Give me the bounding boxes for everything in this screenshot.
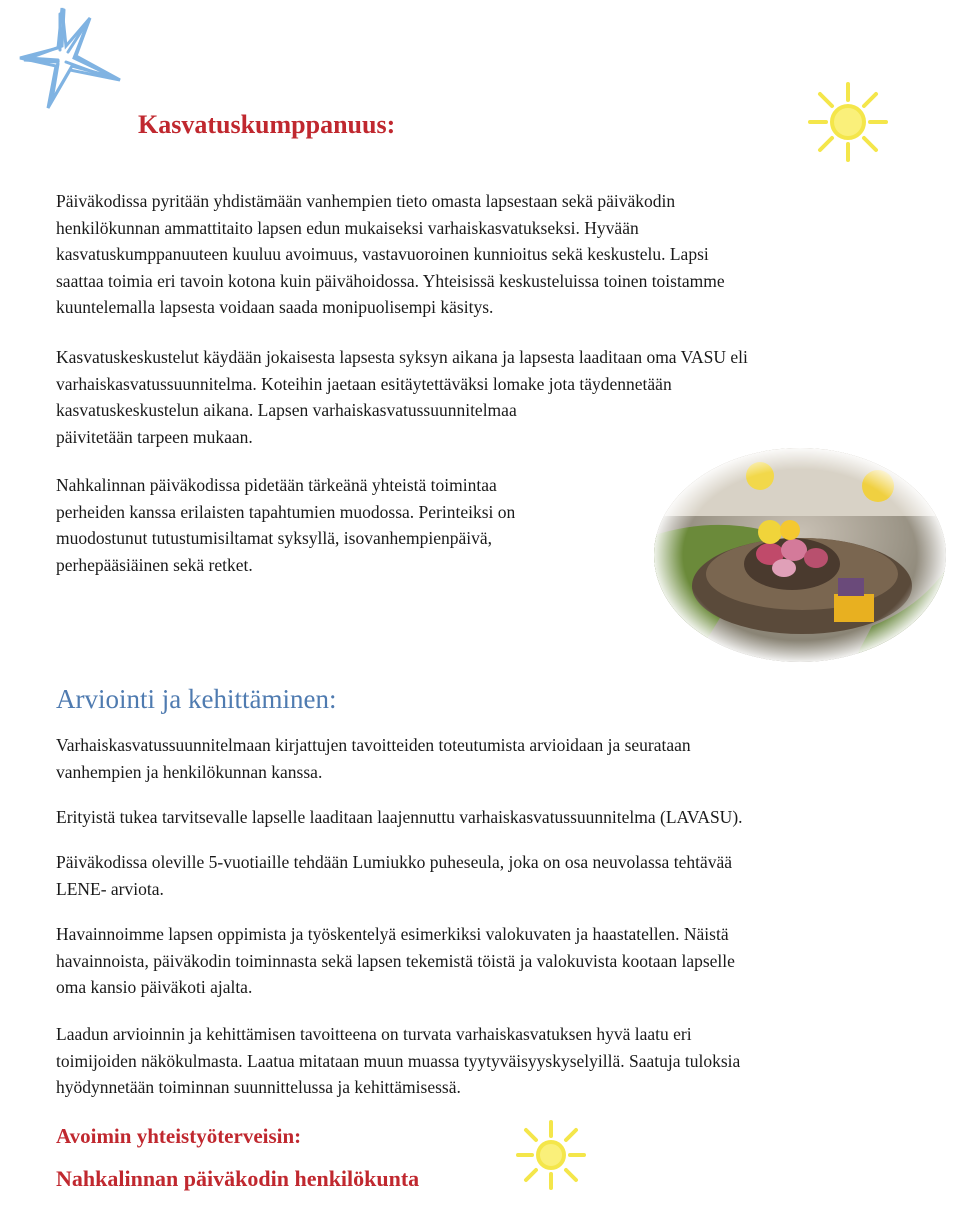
text-line: LENE- arviota. [56, 878, 164, 899]
closing-greeting: Avoimin yhteistyöterveisin: [56, 1124, 302, 1148]
text-line: hyödynnetään toiminnan suunnittelussa ja kehittämisessä. [56, 1077, 461, 1097]
text-line: päivitetään tarpeen mukaan. [56, 426, 253, 447]
paragraph-arviointi-2 [56, 804, 936, 831]
text-line: kuuntelemalla lapsesta voidaan saada monipuolisempi käsitys. [56, 297, 494, 317]
paragraph-arviointi-4 [56, 921, 926, 1001]
starfish-drawing-icon [0, 0, 130, 120]
text-line: havainnoista, päiväkodin toiminnasta sekä lapsen tekemistä töistä ja valokuvista kootaan lapselle [56, 950, 735, 971]
closing-signature: Nahkalinnan päiväkodin henkilökunta [56, 1166, 420, 1191]
text-line: Kasvatuskeskustelut käydään jokaisesta lapsesta syksyn aikana ja lapsesta laaditaan oma VASU eli [56, 347, 748, 367]
section-title-kasvatuskumppanuus: Kasvatuskumppanuus: [138, 110, 396, 139]
paragraph-kasvatuskumppanuus-3 [56, 472, 626, 578]
text-line: oma kansio päiväkoti ajalta. [56, 977, 253, 997]
section-title-arviointi: Arviointi ja kehittäminen: [56, 684, 337, 714]
paragraph-kasvatuskumppanuus-2 [56, 344, 926, 450]
text-line: kasvatuskeskustelun aikana. Lapsen varhaiskasvatussuunnitelmaa [56, 400, 517, 420]
easter-nest-photo [652, 446, 948, 664]
text-line: perheiden kanssa erilaisten tapahtumien muodossa. Perinteiksi on [56, 501, 516, 522]
paragraph-kasvatuskumppanuus-1 [56, 188, 916, 321]
sun-drawing-icon [806, 80, 890, 164]
text-line: kasvatuskumppanuuteen kuuluu avoimuus, vastavuoroinen kunnioitus sekä keskustelu. Lapsi [56, 244, 709, 264]
text-line: Havainnoimme lapsen oppimista ja työskentelyä esimerkiksi valokuvaten ja haastatellen. Näistä [56, 924, 729, 944]
paragraph-arviointi-1 [56, 732, 926, 785]
sun-drawing-icon [514, 1118, 588, 1192]
text-line: muodostunut tutustumisiltamat syksyllä, isovanhempienpäivä, [56, 528, 493, 548]
text-line: varhaiskasvatussuunnitelma. Koteihin jaetaan esitäytettäväksi lomake jota täydennetään [56, 373, 672, 394]
text-line: Varhaiskasvatussuunnitelmaan kirjattujen tavoitteiden toteutumista arvioidaan ja seurataan [56, 735, 691, 755]
paragraph-arviointi-5 [56, 1021, 926, 1101]
text-line: perhepääsiäinen sekä retket. [56, 554, 253, 575]
text-line: Päiväkodissa pyritään yhdistämään vanhempien tieto omasta lapsestaan sekä päiväkodin [56, 191, 676, 211]
text-line: Päiväkodissa oleville 5-vuotiaille tehdään Lumiukko puheseula, joka on osa neuvolassa tehtävää [56, 852, 732, 872]
paragraph-arviointi-3 [56, 849, 926, 902]
text-line: Erityistä tukea tarvitsevalle lapselle laaditaan laajennuttu varhaiskasvatussuunnitelma (LAVASU). [56, 807, 743, 827]
text-line: henkilökunnan ammattitaito lapsen edun mukaiseksi varhaiskasvatukseksi. Hyvään [56, 217, 639, 238]
text-line: vanhempien ja henkilökunnan kanssa. [56, 761, 323, 782]
text-line: saattaa toimia eri tavoin kotona kuin päivähoidossa. Yhteisissä keskusteluissa toinen toistamme [56, 270, 725, 291]
text-line: Laadun arvioinnin ja kehittämisen tavoitteena on turvata varhaiskasvatuksen hyvä laatu eri [56, 1024, 692, 1044]
text-line: Nahkalinnan päiväkodissa pidetään tärkeänä yhteistä toimintaa [56, 475, 497, 495]
text-line: toimijoiden näkökulmasta. Laatua mitataan muun muassa tyytyväisyyskyselyillä. Saatuja tuloksia [56, 1050, 741, 1071]
